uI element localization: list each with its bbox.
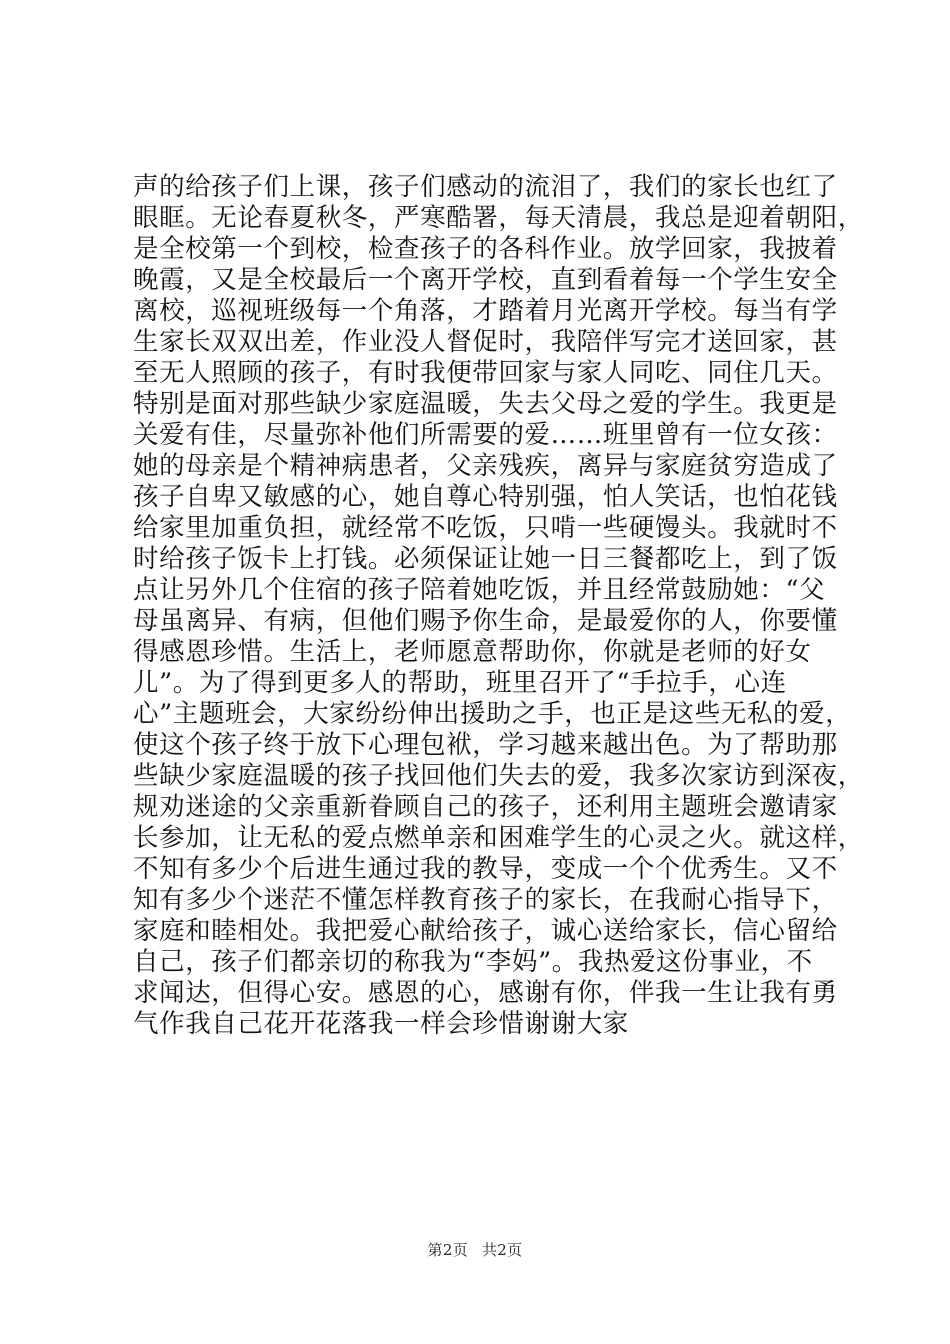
text-line: 是全校第一个到校，检查孩子的各科作业。放学回家，我披着 (133, 234, 838, 264)
text-line: 孩子自卑又敏感的心，她自尊心特别强，怕人笑话，也怕花钱 (133, 482, 838, 512)
text-line: 不知有多少个后进生通过我的教导，变成一个个优秀生。又不 (133, 854, 838, 884)
text-line: 规劝迷途的父亲重新眷顾自己的孩子，还利用主题班会邀请家 (133, 792, 838, 822)
text-line: 使这个孩子终于放下心理包袱，学习越来越出色。为了帮助那 (133, 730, 838, 760)
text-line: 眼眶。无论春夏秋冬，严寒酷署，每天清晨，我总是迎着朝阳， (133, 203, 864, 233)
text-line: 她的母亲是个精神病患者，父亲残疾，离异与家庭贫穷造成了 (133, 451, 838, 481)
text-line: 生家长双双出差，作业没人督促时，我陪伴写完才送回家，甚 (133, 327, 838, 357)
text-line: 点让另外几个住宿的孩子陪着她吃饭，并且经常鼓励她：“父 (133, 575, 826, 605)
text-line: 母虽离异、有病，但他们赐予你生命，是最爱你的人，你要懂 (133, 606, 838, 636)
text-line: 心”主题班会，大家纷纷伸出援助之手，也正是这些无私的爱， (133, 699, 852, 729)
text-line: 气作我自己花开花落我一样会珍惜谢谢大家 (133, 1009, 629, 1039)
text-line: 至无人照顾的孩子，有时我便带回家与家人同吃、同住几天。 (133, 358, 838, 388)
text-line: 儿”。为了得到更多人的帮助，班里召开了“手拉手，心连 (133, 668, 787, 698)
text-line: 时给孩子饭卡上打钱。必须保证让她一日三餐都吃上，到了饭 (133, 544, 838, 574)
page-number: 第2页 (427, 1241, 468, 1259)
text-line: 求闻达，但得心安。感恩的心，感谢有你，伴我一生让我有勇 (133, 978, 838, 1008)
text-line: 家庭和睦相处。我把爱心献给孩子，诚心送给家长，信心留给 (133, 916, 838, 946)
page-footer (0, 1240, 950, 1260)
text-line: 得感恩珍惜。生活上，老师愿意帮助你，你就是老师的好女 (133, 637, 812, 667)
text-line: 长参加，让无私的爱点燃单亲和困难学生的心灵之火。就这样， (133, 823, 864, 853)
body-text (133, 172, 864, 1040)
text-line: 晚霞，又是全校最后一个离开学校，直到看着每一个学生安全 (133, 265, 838, 295)
page-total: 共2页 (482, 1241, 523, 1259)
text-line: 离校，巡视班级每一个角落，才踏着月光离开学校。每当有学 (133, 296, 838, 326)
text-line: 声的给孩子们上课，孩子们感动的流泪了，我们的家长也红了 (133, 172, 838, 202)
text-line: 自己，孩子们都亲切的称我为“李妈”。我热爱这份事业，不 (133, 947, 813, 977)
text-line: 些缺少家庭温暖的孩子找回他们失去的爱，我多次家访到深夜， (133, 761, 864, 791)
text-line: 知有多少个迷茫不懂怎样教育孩子的家长，在我耐心指导下， (133, 885, 838, 915)
text-line: 关爱有佳，尽量弥补他们所需要的爱……班里曾有一位女孩： (133, 420, 838, 450)
text-line: 给家里加重负担，就经常不吃饭，只啃一些硬馒头。我就时不 (133, 513, 838, 543)
text-line: 特别是面对那些缺少家庭温暖，失去父母之爱的学生。我更是 (133, 389, 838, 419)
